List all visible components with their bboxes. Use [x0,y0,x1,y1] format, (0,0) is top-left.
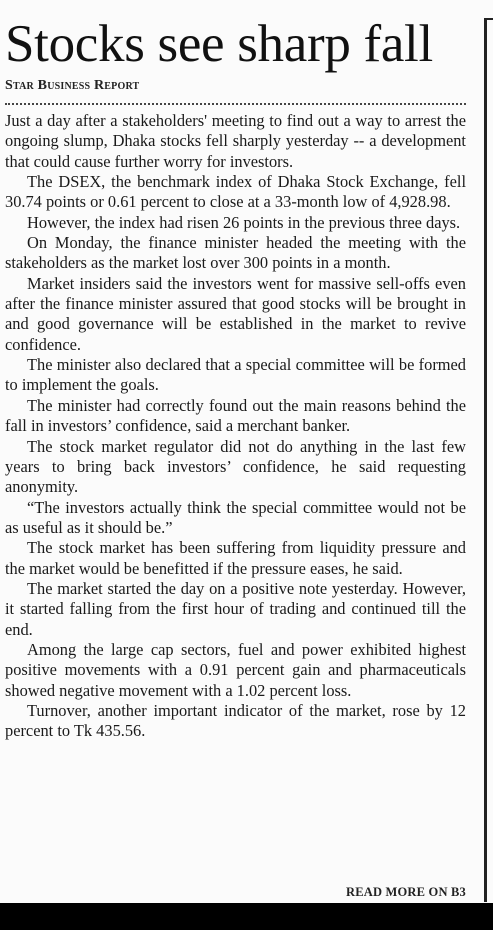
article-paragraph: Just a day after a stakeholders' meeting to find out a way to arrest the ongoing slump, Dhaka stocks fell sharply yesterday -- a development that could cause further worry for investors. [5,111,466,171]
dotted-divider [5,103,466,105]
article-paragraph: The market started the day on a positive note yesterday. However, it started falling from the first hour of trading and continued till the end. [5,578,466,639]
adjacent-column-border [484,18,493,902]
article-paragraph: The stock market regulator did not do anything in the last few years to bring back investors’ confidence, he said requesting anonymity. [5,436,466,497]
article-paragraph: The minister also declared that a special committee will be formed to implement the goals. [5,355,466,395]
article-paragraph: Turnover, another important indicator of the market, rose by 12 percent to Tk 435.56. [5,700,466,741]
article-paragraph: The minister had correctly found out the main reasons behind the fall in investors’ confidence, said a merchant banker. [5,395,466,436]
article-paragraph: However, the index had risen 26 points in the previous three days. [27,212,461,232]
article-paragraph: On Monday, the finance minister headed the meeting with the stakeholders as the market lost over 300 points in a month. [5,233,466,273]
read-more-link[interactable]: READ MORE ON B3 [345,885,466,899]
article-paragraph: The stock market has been suffering from liquidity pressure and the market would be benefitted if the pressure eases, he said. [5,538,466,578]
headline: Stocks see sharp fall [5,15,433,73]
article-paragraph: “The investors actually think the special committee would not be as useful as it should be.” [5,497,466,537]
article [5,0,466,742]
article-body [5,111,466,742]
article-paragraph: Among the large cap sectors, fuel and power exhibited highest positive movements with a 0.91 percent gain and pharmaceuticals showed negative movement with a 1.02 percent loss. [5,639,466,700]
byline: Star Business Report [5,78,140,93]
article-paragraph: Market insiders said the investors went for massive sell-offs even after the finance minister assured that good stocks will be brought in and good governance will be established in the market to revive confidence. [5,273,466,354]
article-paragraph: The DSEX, the benchmark index of Dhaka Stock Exchange, fell 30.74 points or 0.61 percent to close at a 33-month low of 4,928.98. [5,172,466,212]
